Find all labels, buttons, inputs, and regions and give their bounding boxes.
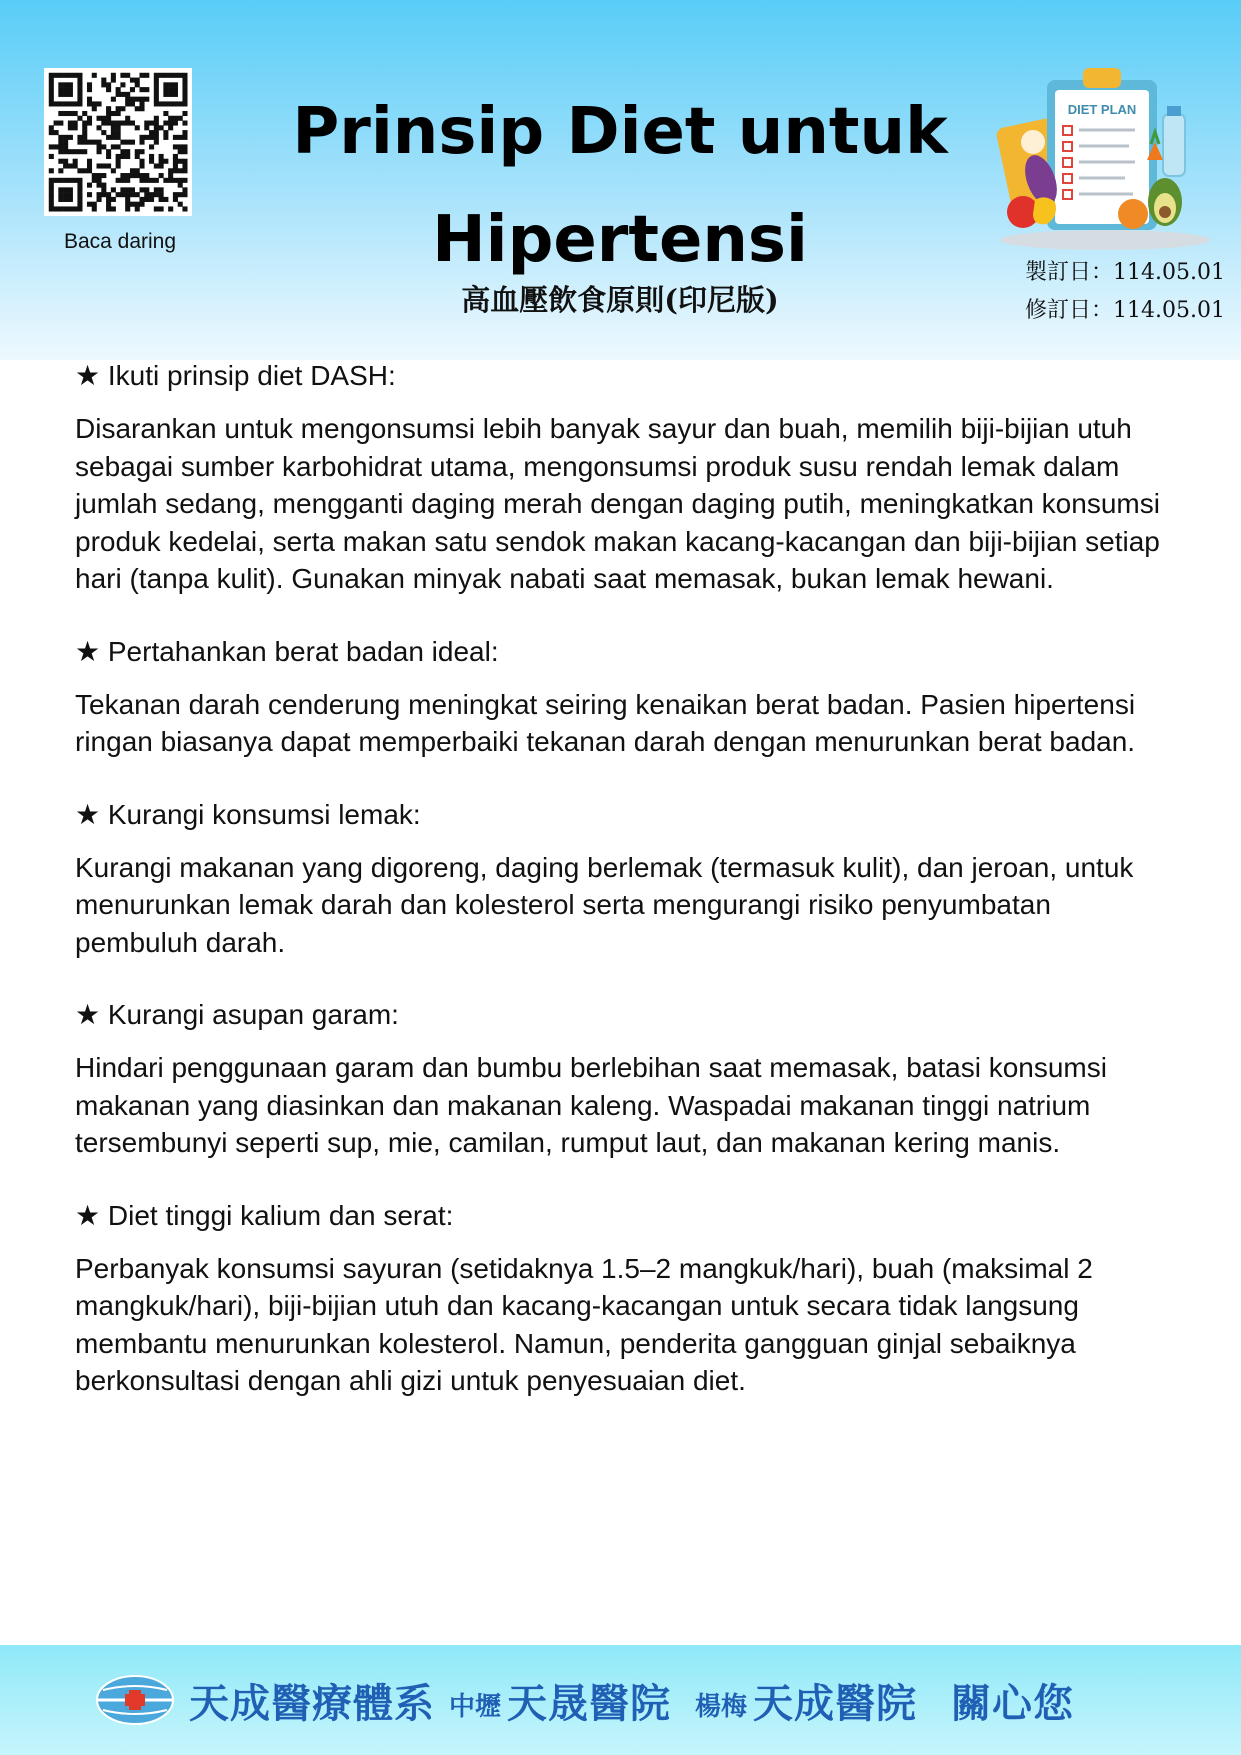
section-salt: [75, 995, 1175, 1162]
footer-location-1: 中壢: [449, 1691, 502, 1722]
footer-location-2: 楊梅: [695, 1691, 748, 1722]
page-title: Prinsip Diet untuk Hipertensi: [292, 95, 948, 277]
footer-hospital-2: 天成醫院: [753, 1680, 918, 1727]
section-weight: [75, 632, 1175, 761]
section-heading: ★ Kurangi konsumsi lemak:: [75, 798, 421, 830]
section-heading: ★ Ikuti prinsip diet DASH:: [75, 360, 396, 391]
footer-banner: [0, 1645, 1241, 1755]
section-heading: ★ Kurangi asupan garam:: [75, 999, 399, 1030]
section-body: Kurangi makanan yang digoreng, daging berlemak (termasuk kulit), dan jeroan, untuk menurunkan lemak darah dan kolesterol serta mengurangi risiko penyumbatan pembuluh darah.: [75, 851, 1134, 958]
footer-system: 天成醫療體系: [189, 1680, 435, 1727]
main-content: [75, 356, 1175, 1434]
section-heading: ★ Diet tinggi kalium dan serat:: [75, 1199, 454, 1231]
footer-hospital-1: 天晟醫院: [507, 1680, 672, 1727]
header-banner: [0, 0, 1241, 360]
section-dash: [75, 356, 1175, 598]
section-fat: [75, 795, 1175, 962]
diet-plan-illustration: [995, 62, 1215, 252]
section-body: Perbanyak konsumsi sayuran (setidaknya 1.5–2 mangkuk/hari), buah (maksimal 2 mangkuk/hari), biji-bijian utuh dan kacang-kacangan untuk secara tidak langsung membantu menurunkan kolesterol. Namun, penderita gangguan ginjal sebaiknya berkonsultasi dengan ahli gizi untuk penyesuaian diet.: [75, 1252, 1093, 1396]
made-date: 製訂日：114.05.01: [1025, 260, 1225, 285]
footer-brand: [95, 1665, 1074, 1735]
diet-plan-label: DIET PLAN: [1067, 102, 1137, 117]
section-heading: ★ Pertahankan berat badan ideal:: [75, 635, 499, 667]
page-subtitle: 高血壓飲食原則(印尼版): [461, 283, 779, 317]
section-body: Tekanan darah cenderung meningkat seiring kenaikan berat badan. Pasien hipertensi ringan biasanya dapat memperbaiki tekanan darah dengan menurunkan berat badan.: [75, 688, 1136, 757]
qr-code[interactable]: [44, 68, 192, 216]
section-potassium-fiber: [75, 1196, 1175, 1400]
section-body: Disarankan untuk mengonsumsi lebih banyak sayur dan buah, memilih biji-bijian utuh sebagai sumber karbohidrat utama, mengonsumsi produk susu rendah lemak dalam jumlah sedang, mengganti daging merah dengan daging putih, meningkatkan konsumsi produk kedelai, serta makan satu sendok makan kacang-kacangan dan biji-bijian setiap hari (tanpa kulit). Gunakan minyak nabati saat memasak, bukan lemak hewani.: [75, 413, 1160, 594]
hospital-cross-logo-icon: [95, 1670, 175, 1730]
qr-caption: Baca daring: [63, 230, 177, 253]
footer-slogan: 關心您: [951, 1680, 1075, 1727]
revised-date: 修訂日：114.05.01: [1025, 298, 1225, 323]
document-dates: [985, 254, 1225, 330]
section-body: Hindari penggunaan garam dan bumbu berlebihan saat memasak, batasi konsumsi makanan yang diasinkan dan makanan kaleng. Waspadai makanan tinggi natrium tersembunyi seperti sup, mie, camilan, rumput laut, dan makanan kering manis.: [75, 1052, 1107, 1158]
